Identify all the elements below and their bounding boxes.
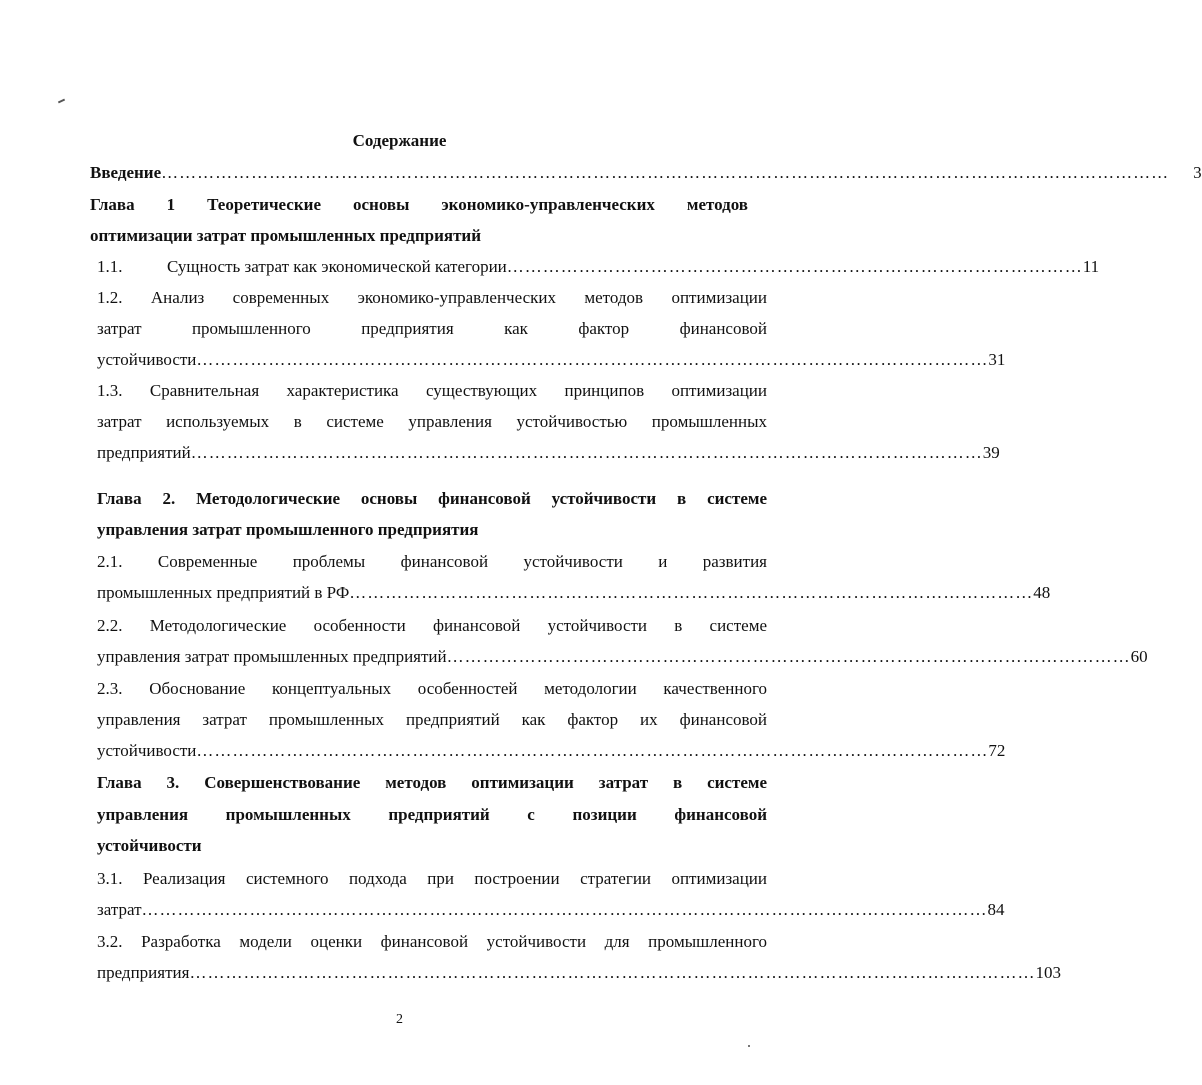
section-title-end: управления затрат промышленных предприятий — [97, 647, 447, 666]
leader-dots: …………………………………………………………………………………………………………………………………………………… — [161, 163, 1170, 182]
toc-entry-1-2-line-3 — [97, 347, 1006, 373]
leader-dots: …………………………………………………………………………………………………… — [349, 583, 1034, 602]
chapter-1-heading-line-1: Глава 1 Теоретические основы экономико-управленческих методов — [90, 195, 748, 214]
section-title: Сущность затрат как экономической категории — [167, 257, 507, 276]
scan-speck — [748, 1045, 750, 1047]
toc-entry-label: Введение — [90, 163, 162, 182]
section-title: Современные проблемы финансовой устойчивости и развития — [157, 552, 767, 571]
toc-entry-page: 11 — [1082, 257, 1100, 276]
section-number: 2.3. — [97, 679, 123, 698]
section-title-end: предприятий — [97, 443, 191, 462]
toc-entry-2-2-line-1 — [97, 613, 767, 639]
section-number: 3.1. — [97, 869, 123, 888]
chapter-2-heading-line-2: управления затрат промышленного предприятия — [97, 520, 479, 539]
section-title: Реализация системного подхода при построении стратегии оптимизации — [142, 869, 767, 888]
toc-entry-3-2-line-2 — [97, 960, 1061, 986]
section-title: Обоснование концептуальных особенностей методологии качественного — [149, 679, 767, 698]
leader-dots: …………………………………………………………………………………………………………………………… — [189, 963, 1036, 982]
leader-dots: …………………………………………………………………………………………………………………… — [196, 741, 989, 760]
toc-entry-page: 103 — [1035, 963, 1061, 982]
toc-entry-1-3-line-3 — [97, 440, 1000, 466]
toc-entry-page: 84 — [987, 900, 1005, 919]
toc-entry-3-1-line-2 — [97, 897, 1005, 923]
toc-entry-page: 39 — [982, 443, 1000, 462]
section-number: 2.1. — [97, 552, 123, 571]
leader-dots: …………………………………………………………………………………………………………………… — [196, 350, 989, 369]
page-title: Содержание — [352, 131, 447, 150]
section-title: Анализ современных экономико-управленческих методов оптимизации — [150, 288, 767, 307]
section-title: Разработка модели оценки финансовой устойчивости для промышленного — [141, 932, 767, 951]
toc-entry-page: 3 — [1193, 163, 1202, 182]
toc-entry-page: 31 — [988, 350, 1006, 369]
section-number: 1.3. — [97, 381, 123, 400]
chapter-1-heading-line-2: оптимизации затрат промышленных предприятий — [90, 226, 482, 245]
toc-entry-1-3-line-1 — [97, 378, 767, 404]
toc-entry-1-2-line-1 — [97, 285, 767, 311]
section-title-end: предприятия — [97, 963, 190, 982]
scan-speck — [58, 99, 65, 104]
section-number: 1.1. — [97, 257, 123, 276]
section-number: 2.2. — [97, 616, 123, 635]
chapter-3-heading-line-3: устойчивости — [97, 836, 202, 855]
section-title: Сравнительная характеристика существующих принципов оптимизации — [149, 381, 767, 400]
leader-dots: …………………………………………………………………………………………………………………………… — [141, 900, 988, 919]
section-number: 3.2. — [97, 932, 123, 951]
toc-entry-3-1-line-1 — [97, 866, 767, 892]
leader-dots: …………………………………………………………………………………………………………………… — [190, 443, 983, 462]
toc-entry-2-1-line-2 — [97, 580, 1051, 606]
toc-entry-2-3-line-1 — [97, 676, 767, 702]
toc-entry-3-2-line-1 — [97, 929, 767, 955]
section-title: Методологические особенности финансовой устойчивости в системе — [149, 616, 768, 635]
toc-entry-page: 48 — [1033, 583, 1051, 602]
toc-entry-intro — [90, 160, 1202, 186]
section-number: 1.2. — [97, 288, 123, 307]
toc-entry-page: 60 — [1130, 647, 1148, 666]
toc-entry-1-3-line-2: затрат используемых в системе управления устойчивостью промышленных — [97, 412, 767, 431]
toc-entry-1-1 — [97, 254, 1100, 280]
toc-entry-2-3-line-3 — [97, 738, 1006, 764]
section-title-end: устойчивости — [97, 350, 197, 369]
chapter-3-heading-line-1: Глава 3. Совершенствование методов оптимизации затрат в системе — [97, 773, 767, 792]
toc-entry-2-3-line-2: управления затрат промышленных предприятий как фактор их финансовой — [97, 710, 767, 729]
section-title-end: устойчивости — [97, 741, 197, 760]
chapter-3-heading-line-2: управления промышленных предприятий с позиции финансовой — [97, 805, 767, 824]
leader-dots: …………………………………………………………………………………… — [506, 257, 1083, 276]
toc-entry-page: 72 — [988, 741, 1006, 760]
section-title-end: затрат — [97, 900, 142, 919]
toc-entry-2-1-line-1 — [97, 549, 767, 575]
leader-dots: …………………………………………………………………………………………………… — [446, 647, 1131, 666]
chapter-2-heading-line-1: Глава 2. Методологические основы финансовой устойчивости в системе — [97, 489, 767, 508]
page-number: 2 — [396, 1012, 403, 1027]
toc-entry-1-2-line-2: затрат промышленного предприятия как фактор финансовой — [97, 319, 767, 338]
section-title-end: промышленных предприятий в РФ — [97, 583, 350, 602]
toc-entry-2-2-line-2 — [97, 644, 1148, 670]
